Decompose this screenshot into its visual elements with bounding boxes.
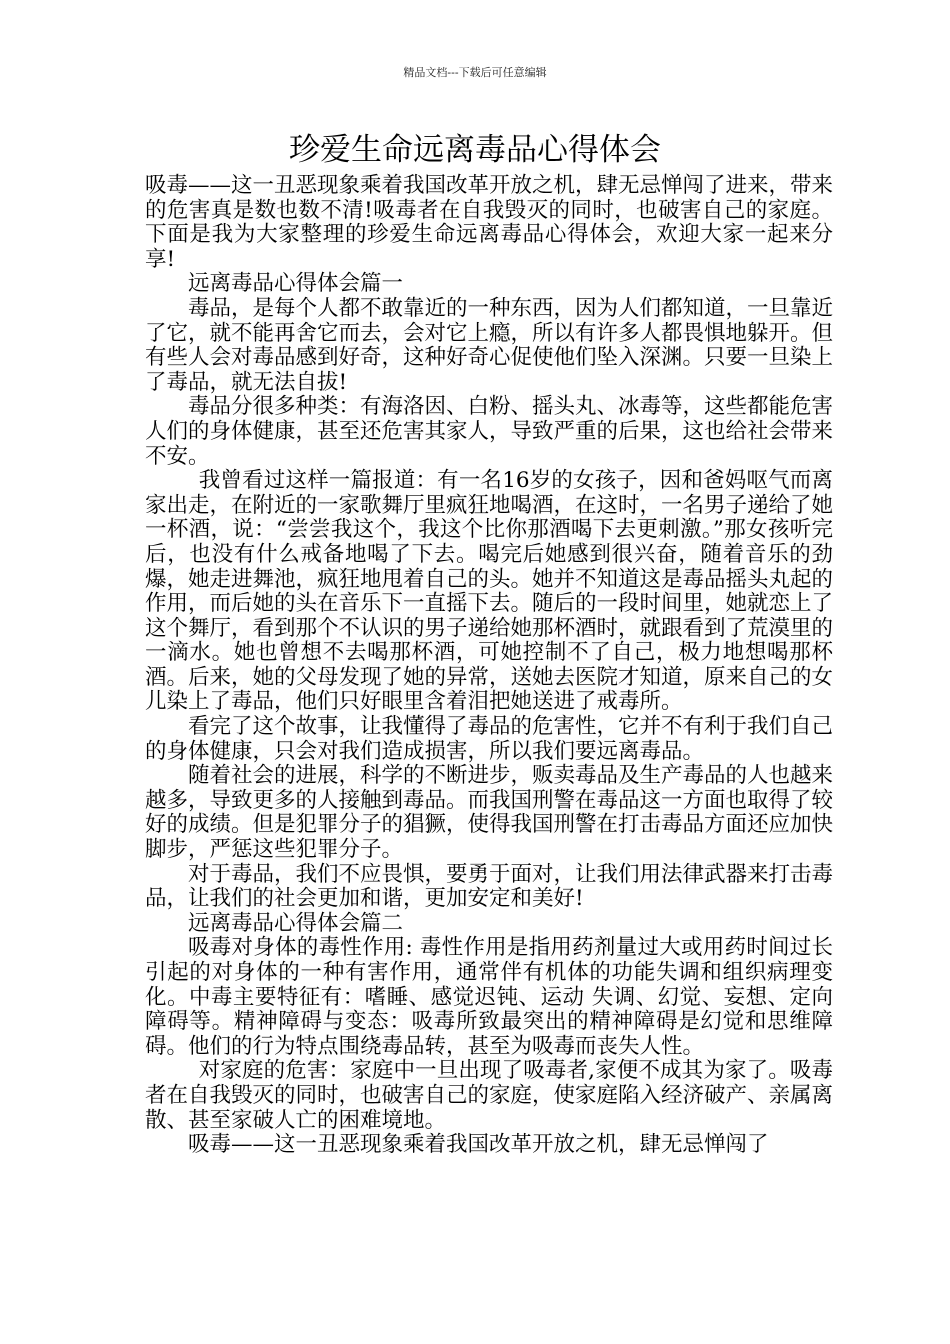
body-paragraph: 吸毒——这一丑恶现象乘着我国改革开放之机，肆无忌惮闯了 — [188, 1132, 769, 1158]
body-paragraph: 我曾看过这样一篇报道：有一名16岁的女孩子，因和爸妈呕气而离家出走，在附近的一家歌舞厅里疯狂地喝酒，在这时，一名男子递给了她一杯酒，说：“尝尝我这个，我这个比你那酒喝下去更刺激。”那女孩听完后，也没有什么戒备地喝了下去。喝完后她感到很兴奋，随着音乐的劲爆，她走进舞池，疯狂地甩着自己的头。她并不知道这是毒品摇头丸起的作用，而后她的头在音乐下一直摇下去。随后的一段时间里，她就恋上了这个舞厅，看到那个不认识的男子递给她那杯酒时，就跟看到了荒漠里的一滴水。她也曾想不去喝那杯酒，可她控制不了自己，极力地想喝那杯酒。后来，她的父母发现了她的异常，送她去医院才知道，原来自己的女儿染上了毒品，他们只好眼里含着泪把她送进了戒毒所。 — [145, 468, 834, 715]
intro-paragraph: 吸毒——这一丑恶现象乘着我国改革开放之机，肆无忌惮闯了进来，带来的危害真是数也数不清!吸毒者在自我毁灭的同时，也破害自己的家庭。下面是我为大家整理的珍爱生命远离毒品心得体会，欢迎大家一起来分享! — [145, 173, 834, 272]
body-paragraph: 毒品，是每个人都不敢靠近的一种东西，因为人们都知道，一旦靠近了它，就不能再舍它而去，会对它上瘾，所以有许多人都畏惧地躲开。但有些人会对毒品感到好奇，这种好奇心促使他们坠入深渊。只要一旦染上了毒品，就无法自拔! — [145, 295, 834, 395]
document-title: 珍爱生命远离毒品心得体会 — [289, 132, 661, 168]
body-paragraph: 随着社会的进展，科学的不断进步，贩卖毒品及生产毒品的人也越来越多，导致更多的人接触到毒品。而我国刑警在毒品这一方面也取得了较好的成绩。但是犯罪分子的猖獗，使得我国刑警在打击毒品方面还应加快脚步，严惩这些犯罪分子。 — [145, 763, 834, 863]
header-note: 精品文档---下载后可任意编辑 — [403, 66, 547, 79]
body-paragraph: 吸毒对身体的毒性作用: 毒性作用是指用药剂量过大或用药时间过长引起的对身体的一种有害作用，通常伴有机体的功能失调和组织病理变化。中毒主要特征有：嗜睡、感觉迟钝、运动 失调、幻觉、妄想、定向障碍等。精神障碍与变态：吸毒所致最突出的精神障碍是幻觉和思维障碍。他们的行为特点围绕毒品转，甚至为吸毒而丧失人性。 — [145, 935, 833, 1059]
section-heading-2: 远离毒品心得体会篇二 — [188, 910, 404, 936]
body-paragraph: 对于毒品，我们不应畏惧，要勇于面对，让我们用法律武器来打击毒品，让我们的社会更加和谐，更加安定和美好! — [145, 861, 834, 912]
body-paragraph: 对家庭的危害：家庭中一旦出现了吸毒者,家便不成其为家了。吸毒者在自我毁灭的同时，也破害自己的家庭，使家庭陷入经济破产、亲属离散、甚至家破人亡的困难境地。 — [145, 1058, 834, 1133]
document-body — [145, 174, 833, 1158]
section-heading-1: 远离毒品心得体会篇一 — [188, 271, 404, 297]
body-paragraph: 毒品分很多种类：有海洛因、白粉、摇头丸、冰毒等，这些都能危害人们的身体健康，甚至还危害其家人，导致严重的后果，这也给社会带来不安。 — [145, 394, 834, 469]
body-paragraph: 看完了这个故事，让我懂得了毒品的危害性，它并不有利于我们自己的身体健康，只会对我们造成损害，所以我们要远离毒品。 — [145, 714, 834, 764]
